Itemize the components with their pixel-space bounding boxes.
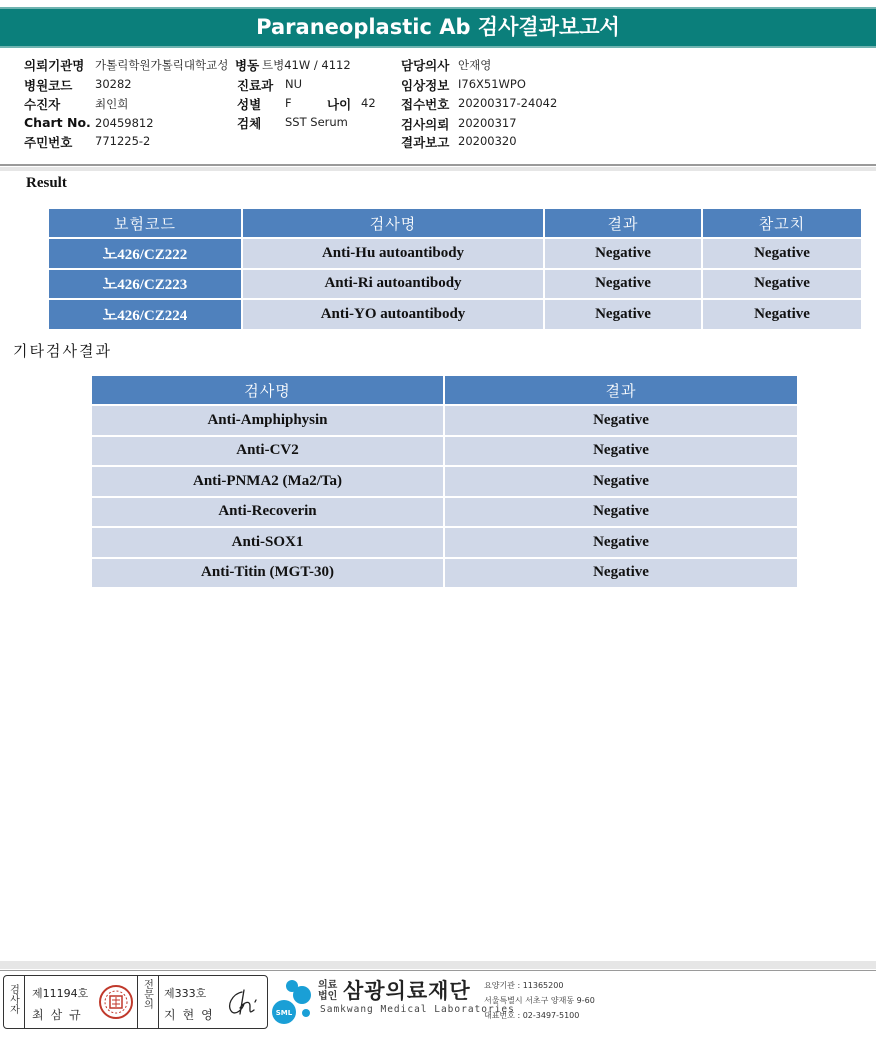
hospital-code-label: 병원코드 (24, 78, 73, 93)
result-cell: Negative (444, 558, 798, 589)
column-header-reference: 참고치 (702, 208, 862, 238)
result-cell: Negative (444, 527, 798, 558)
logo-name: 삼광의료재단 (343, 979, 471, 1003)
footer-divider (0, 970, 876, 971)
result-cell: Negative (544, 299, 702, 330)
sex-value: F (285, 96, 292, 110)
logo-org-type (318, 980, 340, 1002)
table-row (91, 436, 798, 467)
column-header-insurance-code: 보험코드 (48, 208, 242, 238)
hospital-name-label: 의뢰기관명 (24, 58, 85, 73)
test-name-cell: Anti-Ri autoantibody (242, 269, 544, 300)
sml-logo-icon (270, 977, 318, 1025)
table-row (48, 299, 862, 330)
ward-label: 병동 (235, 58, 260, 73)
specialist-name: 지현영 (164, 1008, 220, 1022)
result-section-title: Result (26, 175, 67, 191)
examiner-label (4, 984, 22, 1014)
specimen-value: SST Serum (285, 115, 348, 129)
logo-org-type-text: 의료법인 (318, 980, 338, 1002)
clinical-info-value: I76X51WPO (458, 77, 526, 91)
report-date-value: 20200320 (458, 134, 517, 148)
test-name-cell: Anti-CV2 (91, 436, 444, 467)
signature-divider (24, 976, 25, 1028)
hospital-code-value: 30282 (95, 77, 132, 91)
signature-divider (158, 976, 159, 1028)
result-cell: Negative (444, 497, 798, 528)
ward-value: 트병41W / 4112 (262, 58, 351, 72)
resident-no-value: 771225-2 (95, 134, 151, 148)
hospital-name-value: 가톨릭학원가톨릭대학교성 (95, 58, 229, 72)
doctor-value: 안재영 (458, 58, 492, 72)
signature-box (3, 975, 268, 1029)
result-cell: Negative (444, 466, 798, 497)
table-row (91, 466, 798, 497)
result-cell: Negative (444, 405, 798, 436)
table-row (48, 238, 862, 269)
logo-english-name: Samkwang Medical Laboratories (320, 1004, 515, 1015)
result-cell: Negative (544, 238, 702, 269)
chart-no-value: 20459812 (95, 116, 154, 130)
examiner-seal-icon (98, 984, 134, 1020)
test-name-cell: Anti-YO autoantibody (242, 299, 544, 330)
test-name-cell: Anti-Hu autoantibody (242, 238, 544, 269)
other-table-header-row (91, 375, 798, 405)
age-label: 나이 (327, 97, 352, 112)
patient-name-label: 수진자 (24, 97, 61, 112)
column-header-test-name: 검사명 (242, 208, 544, 238)
report-title: Paraneoplastic Ab 검사결과보고서 (0, 7, 876, 48)
chart-no-label: Chart No. (24, 115, 91, 130)
result-table (47, 207, 863, 331)
footer-divider-shade (0, 961, 876, 969)
lab-phone: 대표번호 : 02-3497-5100 (484, 1011, 580, 1020)
reception-no-label: 접수번호 (401, 97, 450, 112)
insurance-code-cell: 노426/CZ224 (48, 299, 242, 330)
reception-no-value: 20200317-24042 (458, 96, 558, 110)
logo-badge-text: SML (275, 1009, 293, 1017)
header-divider-shade (0, 167, 876, 171)
other-results-table (90, 374, 799, 589)
request-date-value: 20200317 (458, 116, 517, 130)
resident-no-label: 주민번호 (24, 135, 73, 150)
patient-info-panel (0, 50, 876, 166)
result-table-header-row (48, 208, 862, 238)
specialist-signature-icon (222, 984, 264, 1020)
other-section-title: 기타검사결과 (13, 342, 112, 360)
care-institution-code: 요양기관 : 11365200 (484, 981, 564, 990)
request-date-label: 검사의뢰 (401, 117, 450, 132)
department-label: 진료과 (237, 78, 274, 93)
column-header-result: 결과 (444, 375, 798, 405)
lab-address: 서울특별시 서초구 양재동 9-60 (484, 996, 595, 1005)
specialist-label-text: 전문의 (141, 979, 153, 1009)
result-cell: Negative (544, 269, 702, 300)
patient-name-value: 최인희 (95, 97, 129, 111)
test-name-cell: Anti-PNMA2 (Ma2/Ta) (91, 466, 444, 497)
test-name-cell: Anti-SOX1 (91, 527, 444, 558)
test-name-cell: Anti-Amphiphysin (91, 405, 444, 436)
insurance-code-cell: 노426/CZ222 (48, 238, 242, 269)
result-cell: Negative (444, 436, 798, 467)
header-divider (0, 164, 876, 166)
specialist-license: 제333호 (164, 987, 207, 1000)
reference-cell: Negative (702, 238, 862, 269)
insurance-code-cell: 노426/CZ223 (48, 269, 242, 300)
clinical-info-label: 임상정보 (401, 78, 450, 93)
table-row (91, 497, 798, 528)
examiner-license: 제11194호 (32, 987, 89, 1000)
age-value: 42 (361, 96, 376, 110)
table-row (91, 558, 798, 589)
test-name-cell: Anti-Recoverin (91, 497, 444, 528)
reference-cell: Negative (702, 299, 862, 330)
specimen-label: 검체 (237, 116, 262, 131)
specialist-label (138, 979, 156, 1009)
column-header-test-name: 검사명 (91, 375, 444, 405)
column-header-result: 결과 (544, 208, 702, 238)
examiner-label-text: 검사자 (7, 984, 19, 1014)
report-date-label: 결과보고 (401, 135, 450, 150)
table-row (91, 405, 798, 436)
sex-label: 성별 (237, 97, 262, 112)
table-row (91, 527, 798, 558)
doctor-label: 담당의사 (401, 58, 450, 73)
test-name-cell: Anti-Titin (MGT-30) (91, 558, 444, 589)
department-value: NU (285, 77, 303, 91)
table-row (48, 269, 862, 300)
reference-cell: Negative (702, 269, 862, 300)
examiner-name: 최삼규 (32, 1008, 88, 1022)
